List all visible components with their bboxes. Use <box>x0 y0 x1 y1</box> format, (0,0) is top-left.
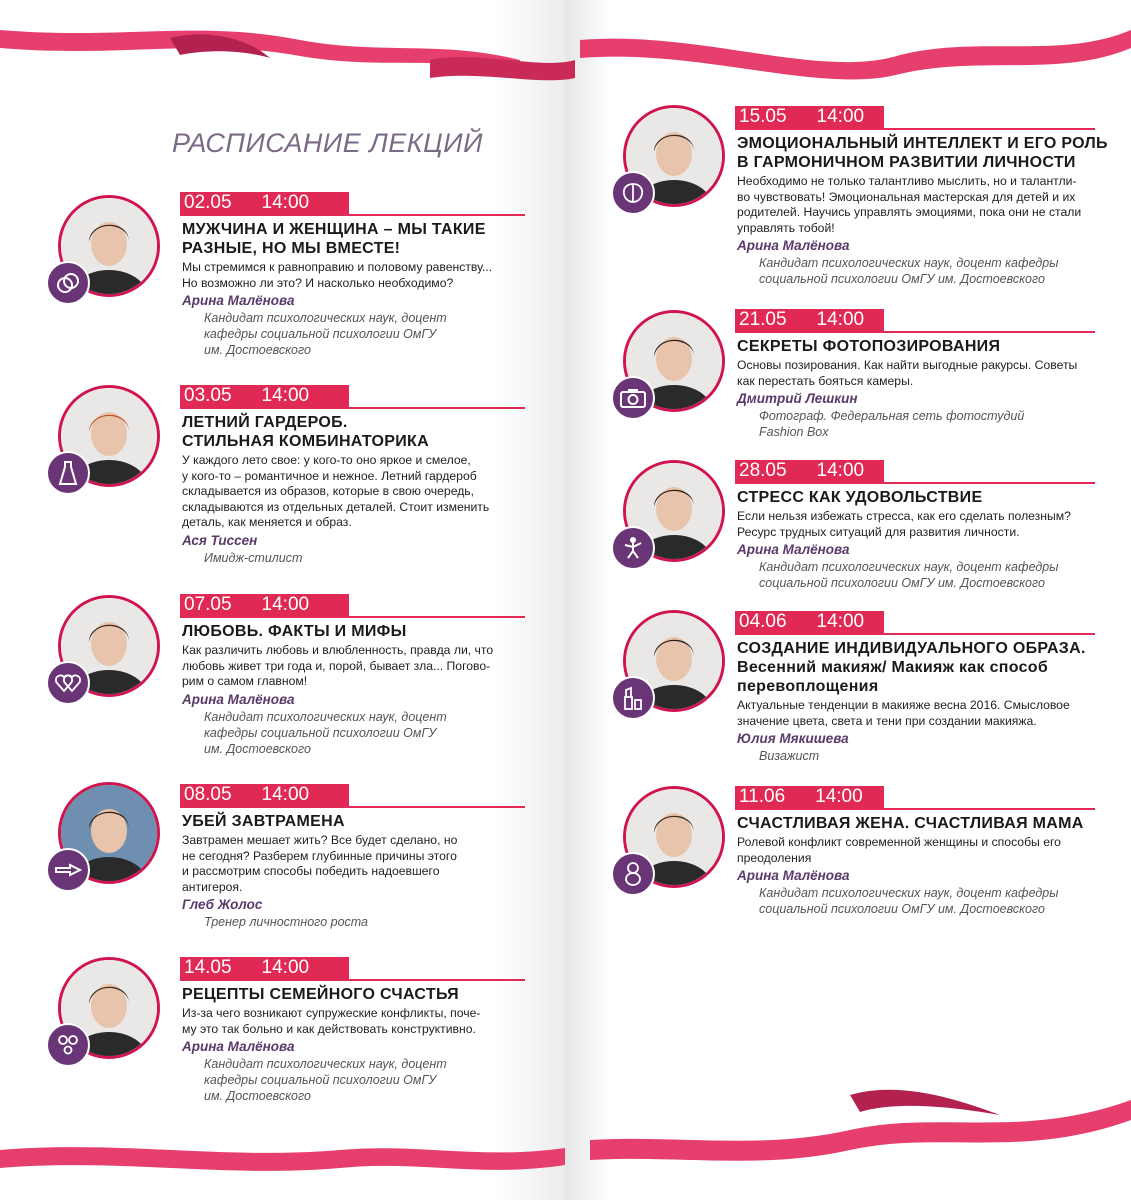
speaker-role <box>759 408 1024 440</box>
lecture-date: 08.05 <box>184 784 232 805</box>
page-title: РАСПИСАНИЕ ЛЕКЦИЙ <box>172 128 483 158</box>
role-line: им. Достоевского <box>204 343 311 357</box>
role-line: Кандидат психологических наук, доцент <box>204 311 447 325</box>
lecture-title-line: СЕКРЕТЫ ФОТОПОЗИРОВАНИЯ <box>737 338 1001 355</box>
date-time-badge <box>735 460 884 482</box>
role-line: кафедры социальной психологии ОмГУ <box>204 327 437 341</box>
role-line: им. Достоевского <box>204 741 311 756</box>
lecture-description <box>182 260 492 291</box>
description-line: во чувствовать! Эмоциональная мастерская для детей и их <box>737 189 1076 204</box>
lecture-title <box>182 413 429 451</box>
hearts-icon <box>46 661 90 705</box>
description-line: Ролевой конфликт современной женщины и способы его <box>737 835 1061 849</box>
jumping-figure-icon <box>611 526 655 570</box>
speaker-name: Арина Малёнова <box>737 542 850 557</box>
divider <box>735 128 1095 130</box>
lipstick-icon <box>611 676 655 720</box>
speaker-name: Арина Малёнова <box>737 868 850 883</box>
description-line: Как различить любовь и влюбленность, правда ли, что <box>182 643 494 657</box>
date-time-badge <box>735 309 884 331</box>
description-line: Завтрамен мешает жить? Все будет сделано, но <box>182 833 458 847</box>
speaker-name: Арина Малёнова <box>737 238 850 253</box>
description-line: антигероя. <box>182 879 243 894</box>
description-line: не сегодня? Разберем глубинные причины этого <box>182 848 457 863</box>
lecture-title-line: В ГАРМОНИЧНОМ РАЗВИТИИ ЛИЧНОСТИ <box>737 154 1076 171</box>
description-line: любовь живет три года и, порой, бывает зла... Погово- <box>182 658 491 673</box>
lecture-date: 15.05 <box>739 106 787 127</box>
divider <box>735 633 1095 635</box>
lecture-title-line: РЕЦЕПТЫ СЕМЕЙНОГО СЧАСТЬЯ <box>182 986 459 1003</box>
description-line: управлять тобой! <box>737 220 835 235</box>
speaker-name: Ася Тиссен <box>182 532 258 548</box>
lecture-title-line: СОЗДАНИЕ ИНДИВИДУАЛЬНОГО ОБРАЗА. <box>737 640 1086 657</box>
description-line: складываются из отдельных деталей. Стоит изменить <box>182 499 490 514</box>
lecture-description <box>737 509 1071 540</box>
lecture-title-line: СТРЕСС КАК УДОВОЛЬСТВИЕ <box>737 489 983 506</box>
role-line: Кандидат психологических наук, доцент кафедры <box>759 886 1059 900</box>
description-line: родителей. Научись управлять эмоциями, пока они не стали <box>737 205 1082 219</box>
lecture-time: 14:00 <box>261 192 310 213</box>
speaker-role <box>204 1056 447 1104</box>
date-time-badge <box>735 106 884 128</box>
family-icon <box>46 1023 90 1067</box>
speaker-role <box>204 550 302 566</box>
description-line: Но возможно ли это? И насколько необходимо? <box>182 275 454 290</box>
lecture-title-line: перевоплощения <box>737 678 879 695</box>
speaker-role <box>759 748 819 764</box>
description-line: Если нельзя избежать стресса, как его сделать полезным? <box>737 509 1071 523</box>
divider <box>735 331 1095 333</box>
role-line: Имидж-стилист <box>204 550 303 565</box>
rings-icon <box>46 261 90 305</box>
lecture-title-line: ЭМОЦИОНАЛЬНЫЙ ИНТЕЛЛЕКТ И ЕГО РОЛЬ <box>737 135 1108 152</box>
dress-icon <box>46 451 90 495</box>
speaker-name: Юлия Мякишева <box>737 731 849 746</box>
lecture-date: 04.06 <box>739 611 787 632</box>
speaker-name: Арина Малёнова <box>182 691 295 707</box>
speaker-role <box>204 914 368 930</box>
lecture-description <box>737 174 1081 236</box>
description-line: рим о самом главном! <box>182 674 308 688</box>
divider <box>180 407 525 409</box>
speaker-name: Арина Малёнова <box>182 293 295 308</box>
lecture-date: 21.05 <box>739 309 787 330</box>
lecture-time: 14:00 <box>816 611 865 632</box>
date-time-badge <box>180 192 349 214</box>
lecture-date: 03.05 <box>184 385 232 406</box>
lecture-date: 07.05 <box>184 594 232 615</box>
lecture-description <box>737 358 1077 389</box>
description-line: Из-за чего возникают супружеские конфликты, поче- <box>182 1006 481 1020</box>
description-line: Мы стремимся к равноправию и половому равенству... <box>182 260 493 274</box>
description-line: складывается из образов, которые в свою очередь, <box>182 484 475 498</box>
description-line: деталь, как меняется и образ. <box>182 515 352 529</box>
lecture-description <box>182 833 457 895</box>
lecture-title <box>737 814 1084 833</box>
lecture-date: 02.05 <box>184 192 232 213</box>
role-line: Фотограф. Федеральная сеть фотостудий <box>759 409 1025 423</box>
date-time-badge <box>735 611 884 633</box>
divider <box>180 616 525 618</box>
speaker-role <box>759 885 1058 917</box>
role-line: социальной психологии ОмГУ им. Достоевского <box>759 272 1045 286</box>
lecture-title <box>737 639 1086 696</box>
lecture-title <box>737 488 982 507</box>
speaker-role <box>204 310 447 358</box>
speaker-name: Глеб Жолос <box>182 897 263 912</box>
lecture-title-line: ЛЕТНИЙ ГАРДЕРОБ. <box>182 414 348 431</box>
description-line: У каждого лето свое: у кого-то оно яркое и смелое, <box>182 453 471 467</box>
lecture-description <box>182 1006 480 1037</box>
lecture-time: 14:00 <box>816 106 865 127</box>
lecture-title <box>182 812 345 831</box>
role-line: Кандидат психологических наук, доцент <box>204 1057 447 1071</box>
role-line: социальной психологии ОмГУ им. Достоевского <box>759 902 1045 916</box>
description-line: у кого-то – романтичное и нежное. Летний гардероб <box>182 468 477 483</box>
lecture-title-line: Весенний макияж/ Макияж как способ <box>737 659 1049 676</box>
lecture-title <box>182 622 407 641</box>
description-line: му это так больно и как действовать конструктивно. <box>182 1021 476 1036</box>
lecture-description <box>737 835 1061 866</box>
description-line: как перестать бояться камеры. <box>737 373 914 388</box>
role-line: Тренер личностного роста <box>204 915 369 929</box>
description-line: и рассмотрим способы победить надоевшего <box>182 864 440 878</box>
date-time-badge <box>180 385 349 407</box>
baby-icon <box>611 852 655 896</box>
description-line: Необходимо не только талантливо мыслить, но и талантли- <box>737 174 1077 188</box>
lecture-time: 14:00 <box>816 309 865 330</box>
lecture-time: 14:00 <box>261 594 310 615</box>
lecture-date: 28.05 <box>739 460 787 481</box>
lecture-title <box>182 220 486 258</box>
pointing-hand-icon <box>46 848 90 892</box>
date-time-badge <box>180 594 349 616</box>
divider <box>180 979 525 981</box>
lecture-title-line: СЧАСТЛИВАЯ ЖЕНА. СЧАСТЛИВАЯ МАМА <box>737 815 1084 832</box>
lecture-time: 14:00 <box>816 460 865 481</box>
divider <box>180 806 525 808</box>
speaker-name: Дмитрий Лешкин <box>737 391 858 406</box>
role-line: Кандидат психологических наук, доцент кафедры <box>759 256 1059 270</box>
lecture-title <box>737 134 1108 172</box>
lecture-time: 14:00 <box>261 784 310 805</box>
lecture-time: 14:00 <box>261 385 310 406</box>
lecture-date: 11.06 <box>739 786 786 807</box>
description-line: Актуальные тенденции в макияже весна 2016. Смысловое <box>737 698 1070 712</box>
speaker-role <box>759 255 1058 287</box>
camera-icon <box>611 376 655 420</box>
lecture-title-line: ЛЮБОВЬ. ФАКТЫ И МИФЫ <box>182 623 407 640</box>
lecture-title <box>182 985 459 1004</box>
lecture-description <box>182 643 493 690</box>
role-line: социальной психологии ОмГУ им. Достоевского <box>759 576 1045 590</box>
role-line: кафедры социальной психологии ОмГУ <box>204 1073 437 1087</box>
divider <box>735 808 1095 810</box>
lecture-title-line: УБЕЙ ЗАВТРАМЕНА <box>182 813 345 830</box>
role-line: Кандидат психологических наук, доцент <box>204 709 447 724</box>
role-line: Кандидат психологических наук, доцент кафедры <box>759 560 1059 574</box>
lecture-time: 14:00 <box>815 786 863 807</box>
speaker-role <box>204 709 447 757</box>
lecture-title-line: РАЗНЫЕ, НО МЫ ВМЕСТЕ! <box>182 240 401 257</box>
lecture-title-line: СТИЛЬНАЯ КОМБИНАТОРИКА <box>182 433 429 450</box>
description-line: значение цвета, света и тени при создании макияжа. <box>737 713 1037 728</box>
lecture-time: 14:00 <box>261 957 310 978</box>
speaker-name: Арина Малёнова <box>182 1039 295 1054</box>
lecture-title <box>737 337 1000 356</box>
lecture-description <box>182 453 489 531</box>
description-line: преодоления <box>737 850 812 865</box>
lecture-title-line: МУЖЧИНА И ЖЕНЩИНА – МЫ ТАКИЕ <box>182 221 486 238</box>
role-line: Визажист <box>759 749 820 763</box>
role-line: им. Достоевского <box>204 1089 311 1103</box>
description-line: Основы позирования. Как найти выгодные ракурсы. Советы <box>737 358 1078 372</box>
role-line: кафедры социальной психологии ОмГУ <box>204 725 437 740</box>
divider <box>180 214 525 216</box>
lecture-description <box>737 698 1070 729</box>
divider <box>735 482 1095 484</box>
date-time-badge <box>735 786 884 808</box>
role-line: Fashion Box <box>759 425 829 439</box>
lecture-date: 14.05 <box>184 957 232 978</box>
speaker-role <box>759 559 1058 591</box>
date-time-badge <box>180 784 349 806</box>
date-time-badge <box>180 957 349 979</box>
brain-icon <box>611 171 655 215</box>
description-line: Ресурс трудных ситуаций для развития личности. <box>737 524 1020 539</box>
